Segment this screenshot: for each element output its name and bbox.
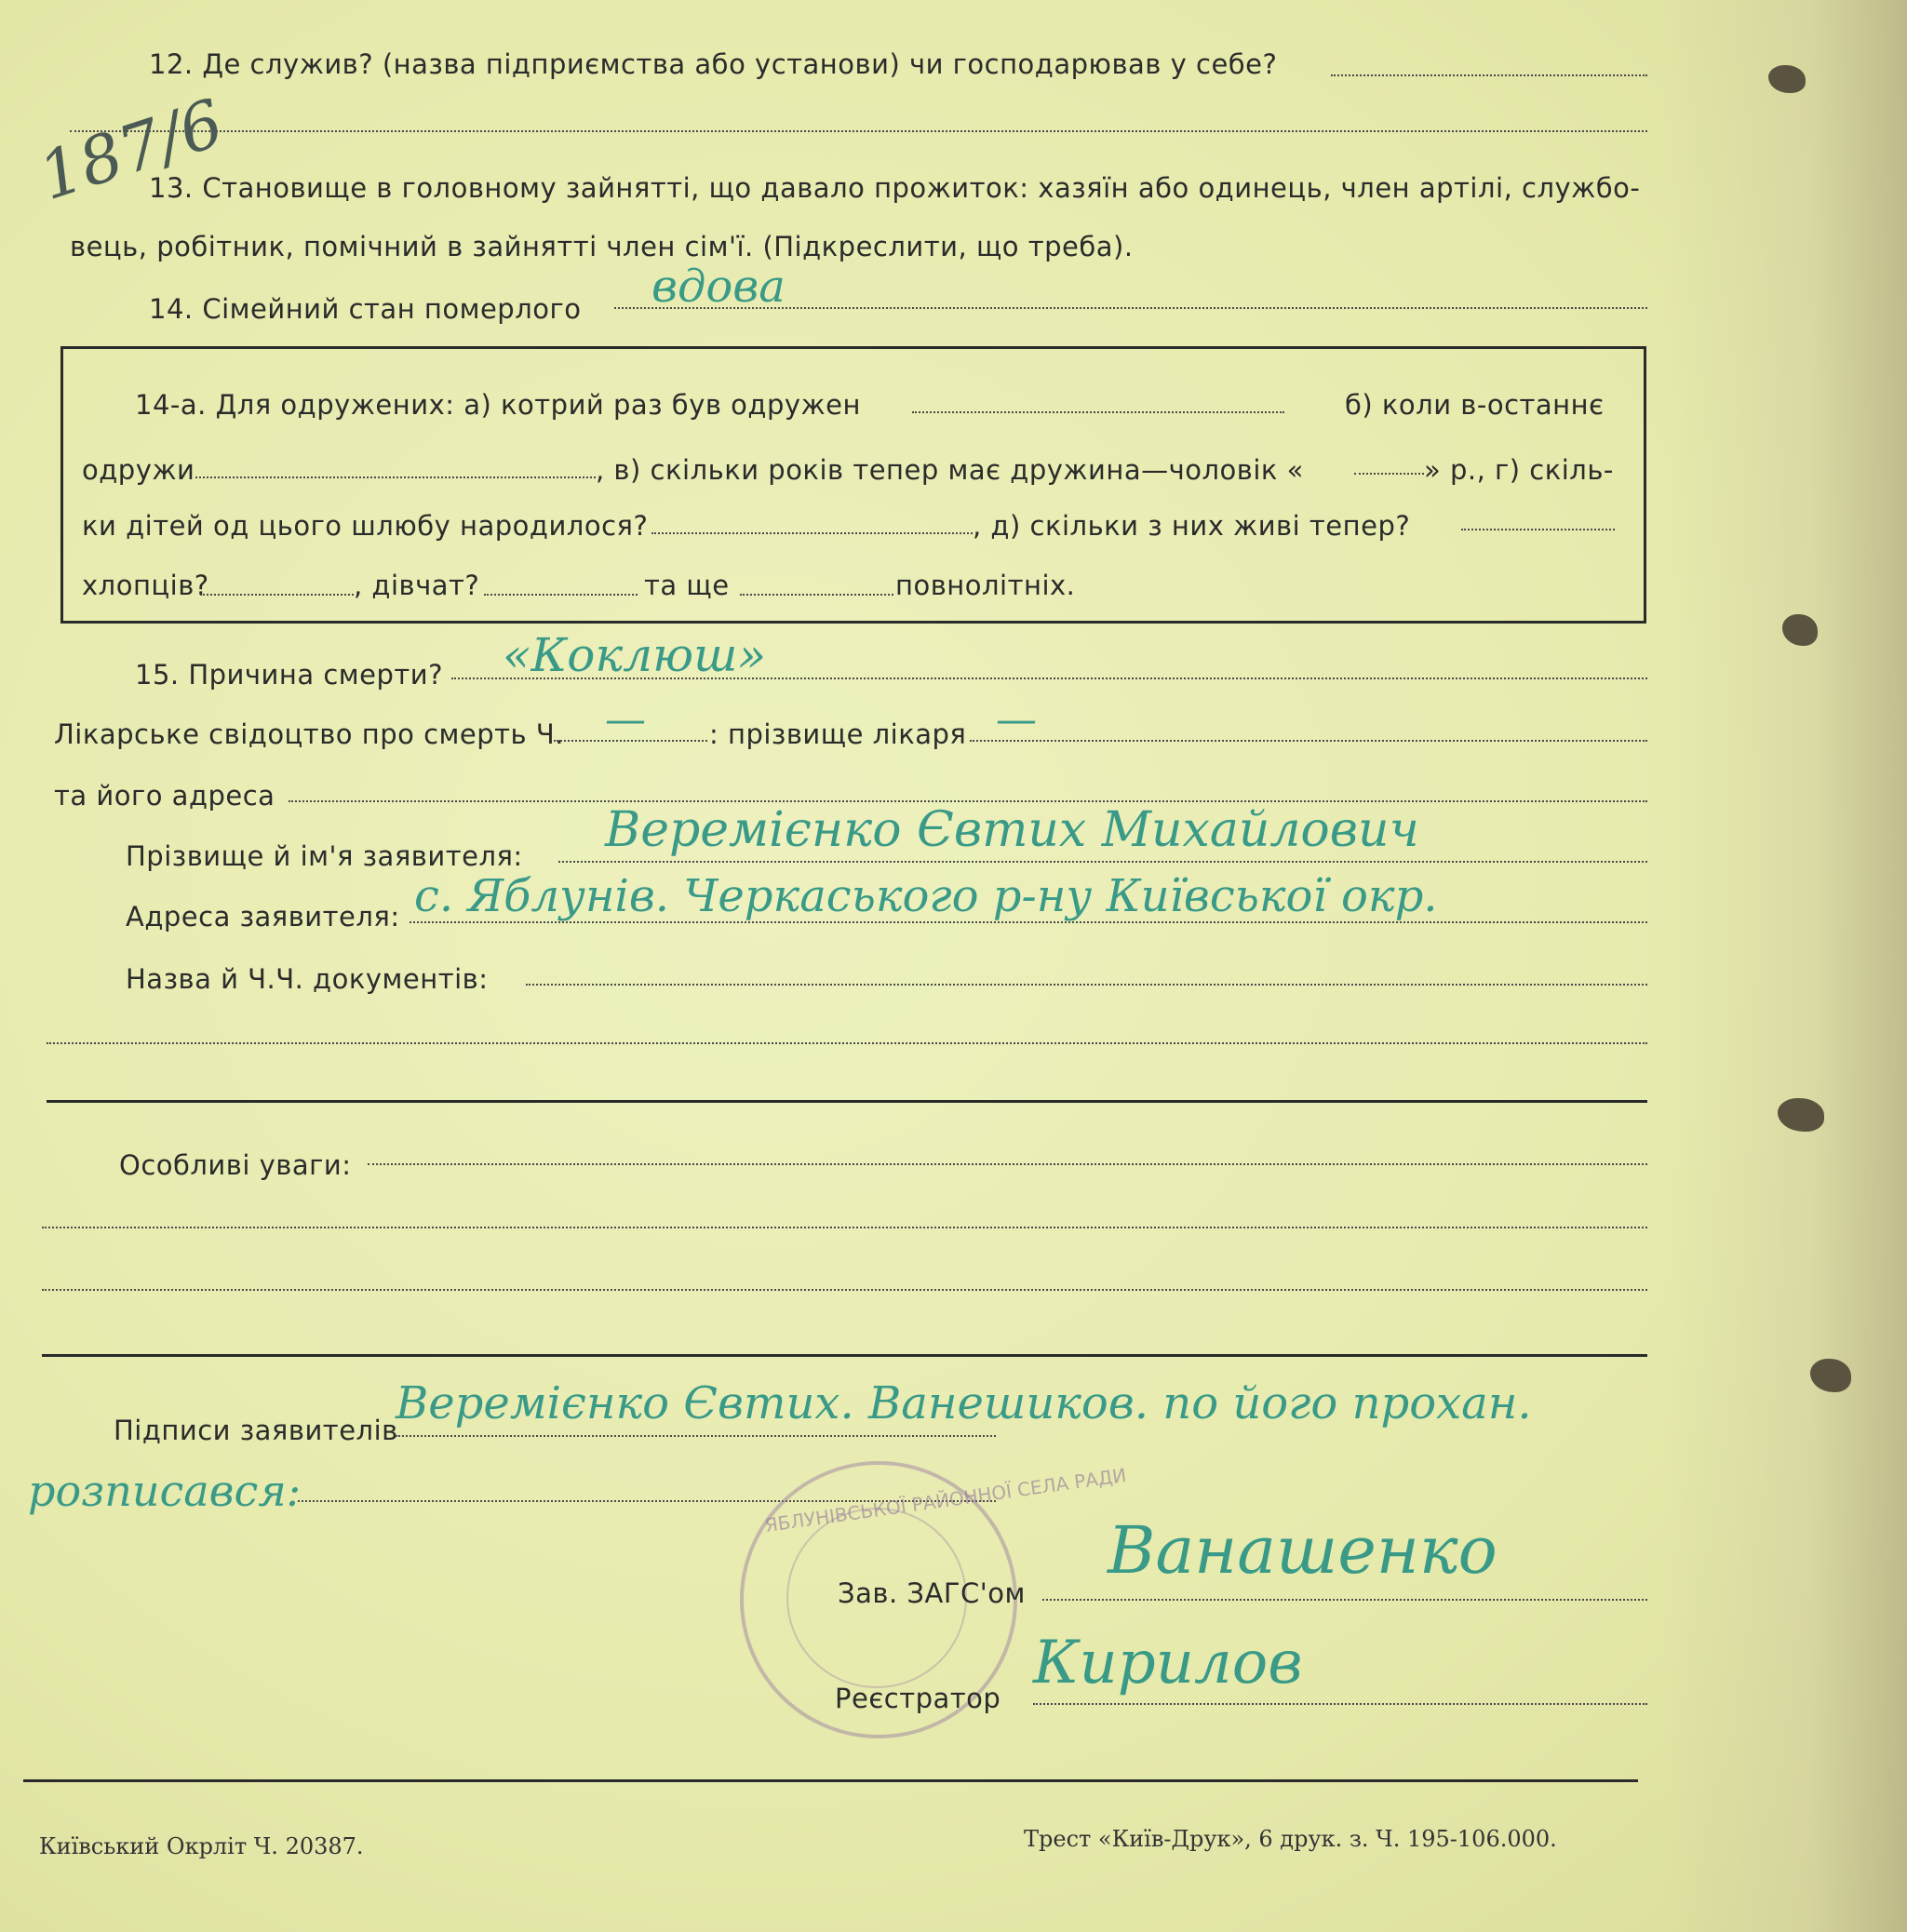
q14a-boys-field[interactable] — [200, 594, 354, 596]
signatures-field[interactable] — [396, 1435, 996, 1437]
q15-cause-of-death-value: «Коклюш» — [503, 628, 767, 682]
q14a-marriage-count-field[interactable] — [912, 411, 1284, 413]
remarks-field[interactable] — [368, 1163, 1647, 1165]
cert-label-b: : прізвище лікаря — [709, 718, 967, 750]
zags-head-label: Зав. ЗАГС'ом — [838, 1577, 1026, 1609]
q14a-line4-b: , дівчат? — [354, 570, 480, 601]
applicant-name-field[interactable] — [558, 861, 1647, 863]
q14a-line4-d: повнолітніх. — [895, 570, 1076, 601]
q14a-line2-b: , в) скільки років тепер має дружина—чоловік « — [596, 454, 1304, 486]
q12-answer-line[interactable] — [1331, 74, 1647, 76]
q15-label: 15. Причина смерти? — [135, 659, 444, 691]
section-divider — [42, 1354, 1647, 1357]
q14a-line2-c: » р., г) скіль- — [1424, 454, 1614, 486]
cert-label-a: Лікарське свідоцтво про смерть Ч. — [54, 718, 564, 750]
section-divider — [47, 1100, 1647, 1103]
q14a-line4-c: та ще — [644, 570, 730, 601]
footer-divider — [23, 1779, 1638, 1782]
documents-field[interactable] — [526, 984, 1647, 986]
q13-line2: вець, робітник, помічний в зайнятті член сім'ї. (Підкреслити, що треба). — [70, 231, 1134, 262]
remarks-field-3[interactable] — [42, 1289, 1647, 1291]
applicant-name-label: Прізвище й ім'я заявителя: — [126, 840, 523, 872]
q14a-line1-a: 14-а. Для одружених: а) котрий раз був одружен — [135, 389, 861, 421]
documents-label: Назва й Ч.Ч. документів: — [126, 963, 489, 995]
documents-field-2[interactable] — [47, 1042, 1647, 1044]
applicant-signature-value-2: розписався: — [28, 1466, 302, 1516]
q13-line1: 13. Становище в головному зайнятті, що давало прожиток: хазяїн або одинець, член артілі, службо- — [149, 172, 1641, 204]
q14a-line2-a: одружи — [82, 454, 195, 486]
doctor-name-value: — — [996, 696, 1037, 744]
q14a-spouse-age-field[interactable] — [1354, 473, 1424, 475]
applicant-name-value: Веремієнко Євтих Михайлович — [605, 802, 1419, 858]
q14a-children-alive-field[interactable] — [1461, 529, 1615, 530]
official-seal-text: ЯБЛУНІВСЬКОЇ РАЙОННОЇ СЕЛА РАДИ — [763, 1463, 1128, 1537]
q14-marital-status-value: вдова — [651, 261, 786, 313]
signatures-label: Підписи заявителів — [114, 1415, 398, 1446]
aged-paper-edge — [1665, 0, 1907, 1932]
registrar-label: Реєстратор — [835, 1683, 1001, 1714]
remarks-field-2[interactable] — [42, 1227, 1647, 1228]
zags-head-signature-field[interactable] — [1042, 1599, 1647, 1601]
q12-answer-line-2[interactable] — [70, 130, 1647, 132]
q14a-line4-a: хлопців? — [82, 570, 209, 601]
footer-censor-number: Київський Окрліт Ч. 20387. — [39, 1833, 364, 1859]
q14-label: 14. Сімейний стан померлого — [149, 293, 582, 325]
q14a-adults-field[interactable] — [740, 594, 893, 596]
q14a-girls-field[interactable] — [484, 594, 638, 596]
q14a-line3-b: , д) скільки з них живі тепер? — [973, 510, 1411, 542]
remarks-label: Особливі уваги: — [119, 1149, 352, 1181]
cert-number-value: — — [605, 696, 646, 744]
registrar-signature-field[interactable] — [1033, 1703, 1647, 1705]
q14a-children-born-field[interactable] — [651, 532, 973, 534]
applicant-signature-value: Веремієнко Євтих. Ванешиков. по його прохан. — [396, 1377, 1532, 1429]
q12-label: 12. Де служив? (назва підприємства або установи) чи господарював у себе? — [149, 48, 1278, 80]
margin-note: 187/6 — [30, 84, 233, 216]
registrar-signature: Кирилов — [1033, 1629, 1303, 1697]
footer-printer-info: Трест «Київ-Друк», 6 друк. з. Ч. 195-106.000. — [1024, 1826, 1557, 1852]
q14a-line3-a: ки дітей од цього шлюбу народилося? — [82, 510, 649, 542]
applicant-address-label: Адреса заявителя: — [126, 901, 400, 932]
doctor-name-field[interactable] — [970, 740, 1647, 742]
applicant-address-value: с. Яблунів. Черкаського р-ну Київської окр. — [414, 870, 1438, 922]
q14a-line1-b: б) коли в-останнє — [1345, 389, 1605, 421]
zags-head-signature: Ванашенко — [1108, 1512, 1497, 1589]
q14a-last-married-field[interactable] — [195, 476, 596, 478]
doctor-address-label: та його адреса — [54, 780, 275, 812]
